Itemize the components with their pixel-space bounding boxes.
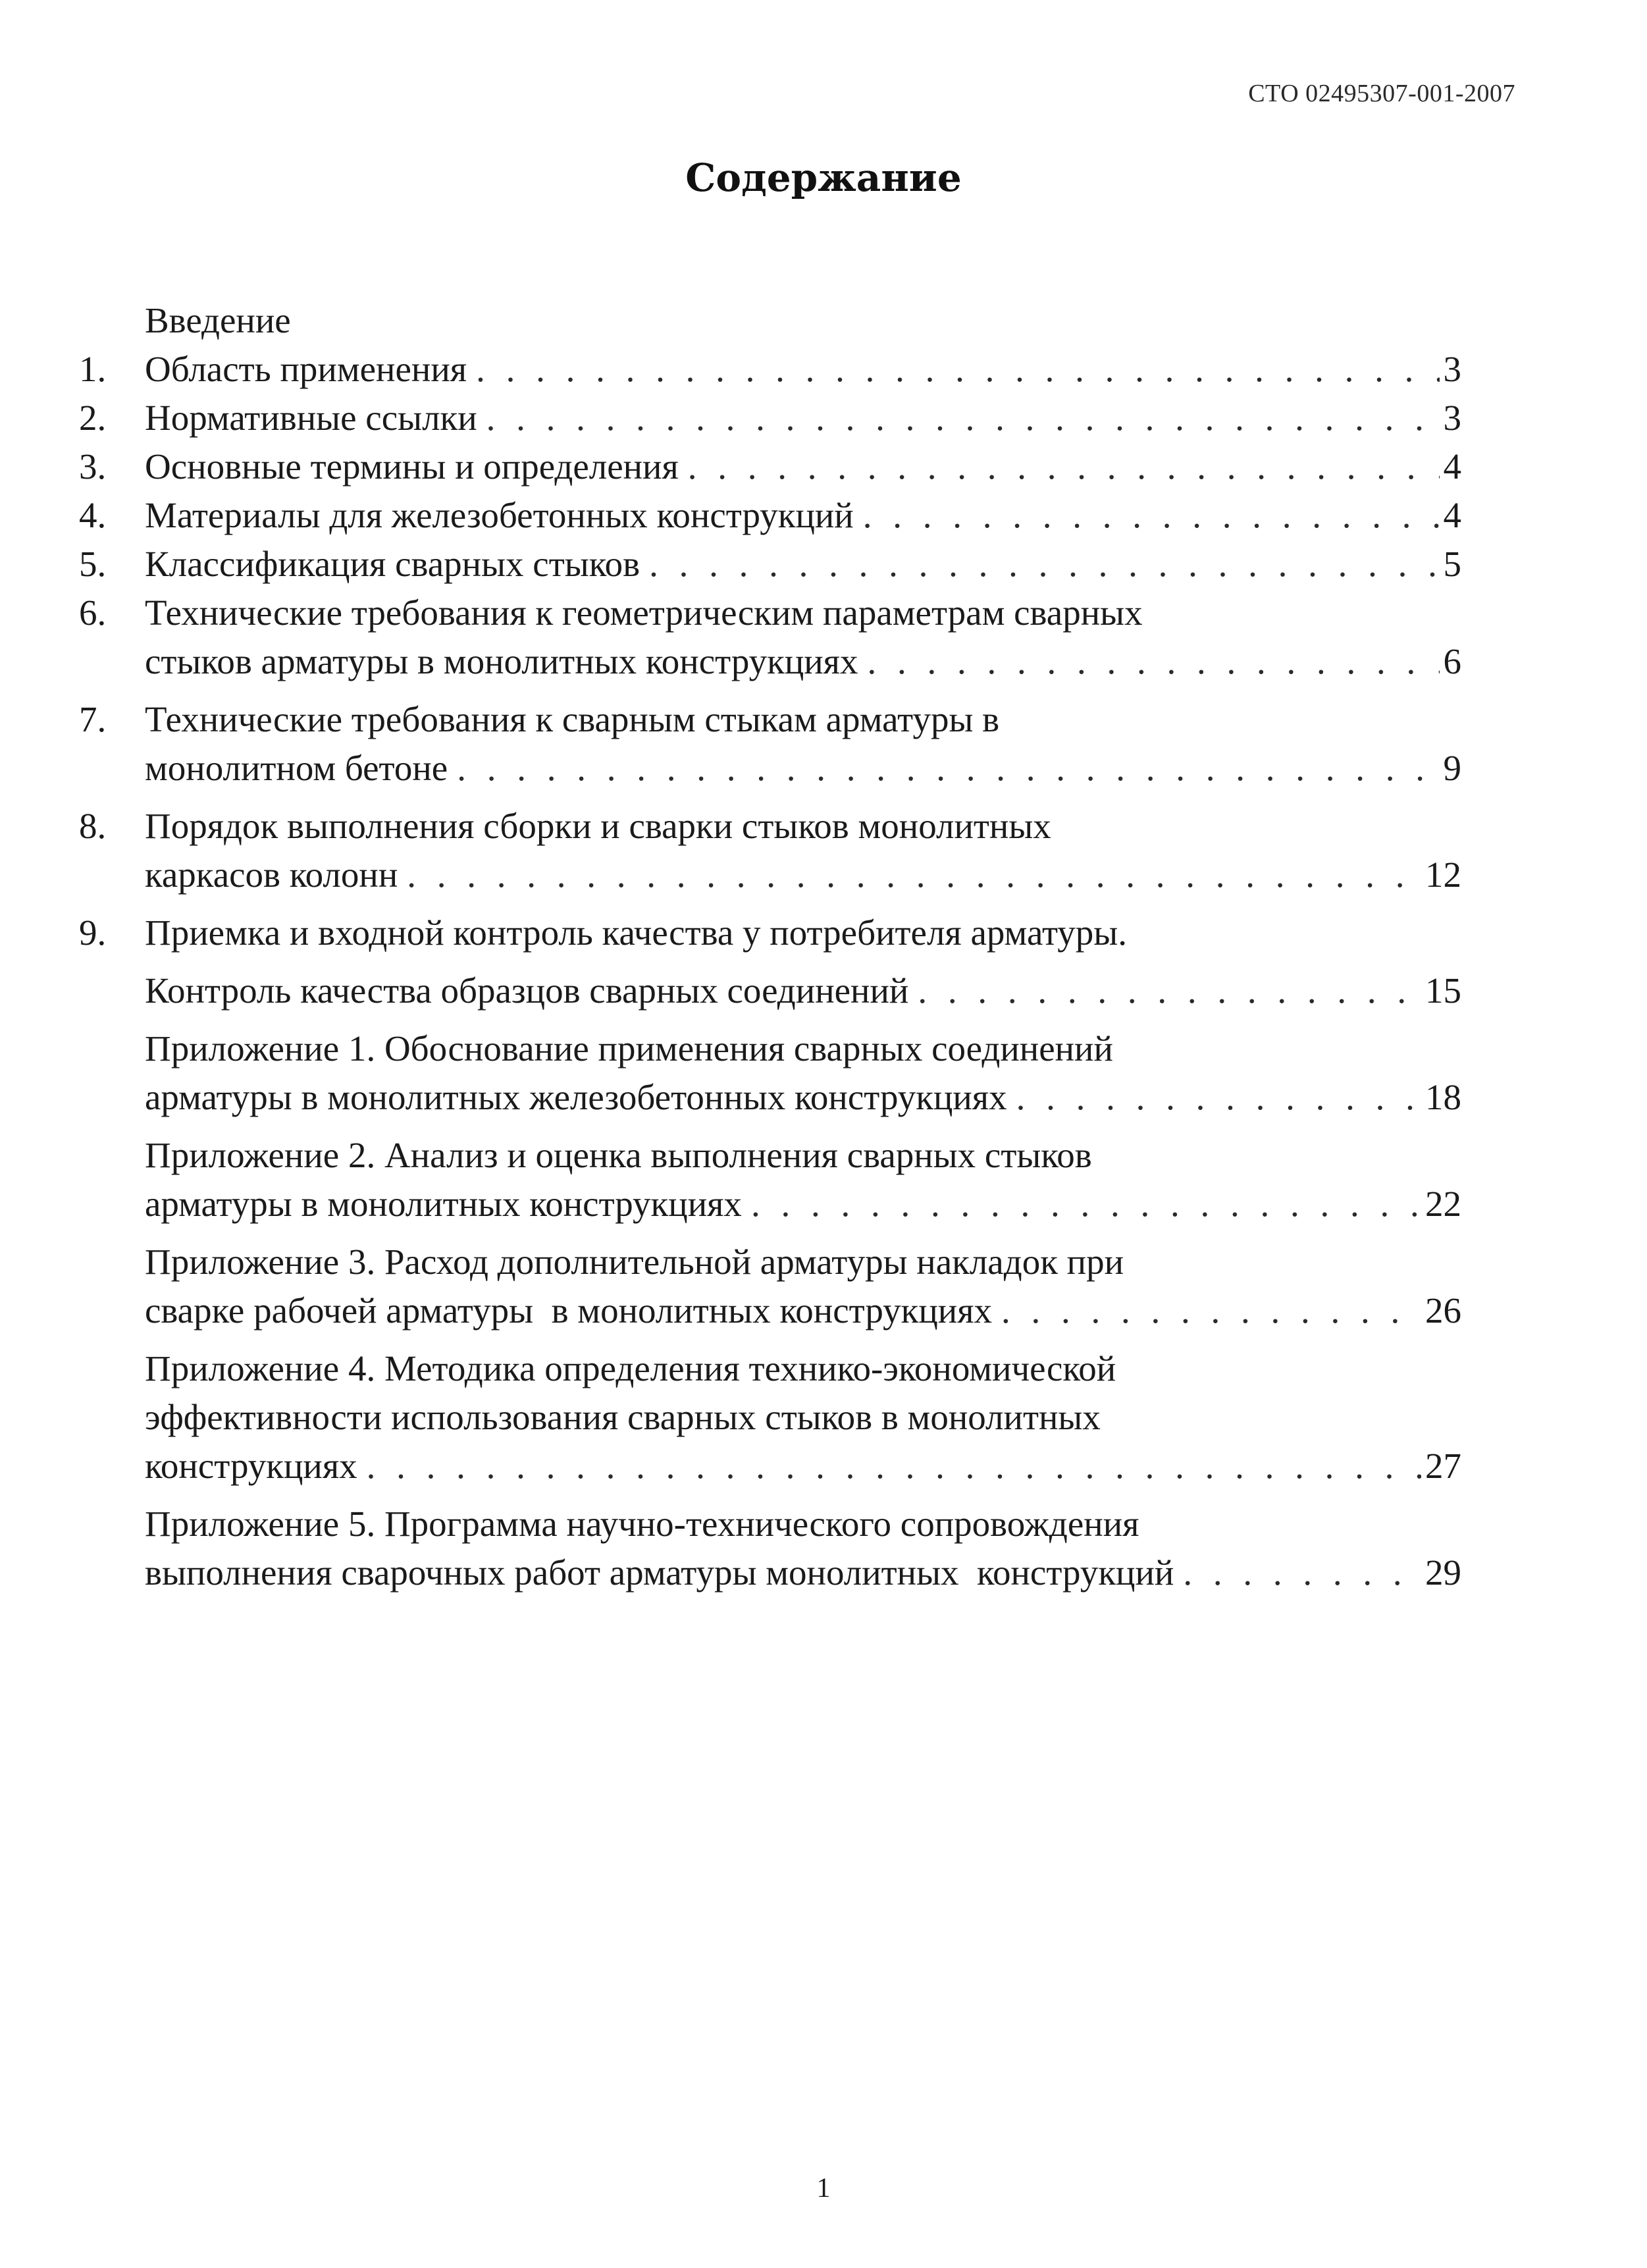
toc-entry-body [145,394,1461,442]
toc-entry[interactable] [79,1238,1461,1335]
toc-entry[interactable] [79,1131,1461,1228]
toc-entry-number: 4. [79,495,107,535]
toc-intro: Введение [145,300,291,340]
toc-entry-title: выполнения сварочных работ арматуры монолитных конструкций [145,1552,1174,1593]
toc-dot-leader [863,491,1440,540]
toc-entry-body [145,1500,1461,1597]
toc-entry-last-line [145,345,1461,394]
toc-entry-line: Технические требования к сварным стыкам арматуры в [145,699,1000,739]
toc-entry-last-line [145,491,1461,540]
toc-entry-title: конструкциях [145,1446,357,1486]
toc-page-number: 12 [1425,855,1461,895]
toc-entry-body [145,491,1461,540]
toc-entry-title: Контроль качества образцов сварных соединений [145,970,909,1011]
toc-page-number: 4 [1443,446,1461,487]
toc-entries [79,345,1461,1597]
toc-entry-line: Порядок выполнения сборки и сварки стыков монолитных [145,806,1051,846]
toc-entry[interactable] [79,1500,1461,1597]
toc-entry-line: Приложение 3. Расход дополнительной арматуры накладок при [145,1242,1124,1282]
toc-dot-leader [457,744,1439,793]
toc-entry-title: Основные термины и определения [145,446,679,487]
toc-dot-leader [688,442,1440,491]
toc-entry-number: 9. [79,912,107,953]
toc-entry-title: монолитном бетоне [145,748,448,788]
toc-entry-number: 8. [79,806,107,846]
toc-dot-leader [476,345,1439,394]
toc-entry-line: эффективности использования сварных стыков в монолитных [145,1397,1101,1437]
toc-entry-last-line [145,637,1461,686]
toc-entry-number [79,1024,145,1122]
toc-entry-number [79,1131,145,1228]
toc-dot-leader [867,637,1439,686]
toc-entry[interactable] [79,1024,1461,1122]
toc-dot-leader [486,394,1440,442]
toc-entry-body [145,909,1461,1015]
toc-page-number: 3 [1443,398,1461,438]
toc-entry-number [79,1500,145,1597]
toc-dot-leader [1016,1073,1421,1122]
toc-entry-title: Материалы для железобетонных конструкций [145,495,854,535]
toc-entry-title: арматуры в монолитных железобетонных конструкциях [145,1077,1007,1117]
toc-entry-number [79,1344,145,1490]
toc-entry-last-line [145,1442,1461,1490]
table-of-contents [79,296,1461,1597]
toc-page-number: 9 [1443,748,1461,788]
toc-entry-body [145,442,1461,491]
toc-page-number: 15 [1425,970,1461,1011]
toc-entry-body [145,540,1461,589]
toc-entry-body [145,695,1461,793]
toc-entry-body [145,1344,1461,1490]
toc-entry-title: Классификация сварных стыков [145,544,640,584]
toc-entry[interactable] [79,394,1461,442]
toc-entry-last-line [145,540,1461,589]
toc-page-number: 3 [1443,349,1461,389]
toc-entry-number: 2. [79,398,107,438]
toc-entry[interactable] [79,802,1461,899]
toc-entry[interactable] [79,442,1461,491]
toc-page-number: 4 [1443,495,1461,535]
toc-dot-leader [407,851,1421,899]
toc-entry-last-line [145,744,1461,793]
toc-entry[interactable] [79,345,1461,394]
toc-entry[interactable] [79,589,1461,686]
toc-entry-last-line [145,1286,1461,1335]
toc-entry-body [145,1238,1461,1335]
toc-entry-number: 5. [79,544,107,584]
toc-page-number: 22 [1425,1184,1461,1224]
toc-dot-leader [918,966,1421,1015]
toc-entry-body [145,1024,1461,1122]
page-number: 1 [816,2173,831,2203]
toc-entry[interactable] [79,1344,1461,1490]
toc-page-number: 5 [1443,544,1461,584]
toc-entry[interactable] [79,695,1461,793]
toc-page-number: 29 [1425,1552,1461,1593]
toc-entry-line: Приложение 2. Анализ и оценка выполнения сварных стыков [145,1135,1092,1175]
toc-entry-number: 3. [79,446,107,487]
toc-entry-number [79,1238,145,1335]
toc-entry-title: Область применения [145,349,467,389]
toc-entry-title: каркасов колонн [145,855,398,895]
document-code: СТО 02495307-001-2007 [1248,80,1515,107]
toc-entry-line: Приложение 1. Обоснование применения сварных соединений [145,1028,1113,1068]
toc-entry[interactable] [79,909,1461,1015]
toc-entry-last-line [145,1548,1461,1597]
toc-entry-body [145,345,1461,394]
toc-dot-leader [1183,1548,1421,1597]
toc-entry-number: 7. [79,699,107,739]
toc-page-number: 26 [1425,1290,1461,1331]
toc-page-number: 6 [1443,641,1461,681]
toc-entry-title: арматуры в монолитных конструкциях [145,1184,742,1224]
toc-entry-last-line [145,851,1461,899]
toc-entry-line: Технические требования к геометрическим параметрам сварных [145,593,1143,633]
toc-entry-line: Приложение 4. Методика определения технико-экономической [145,1348,1116,1388]
toc-dot-leader [367,1442,1421,1490]
toc-entry-last-line [145,966,1461,1015]
toc-entry[interactable] [79,491,1461,540]
toc-dot-leader [649,540,1439,589]
toc-entry-title: стыков арматуры в монолитных конструкциях [145,641,858,681]
toc-entry-last-line [145,1180,1461,1228]
toc-entry-number: 1. [79,349,107,389]
toc-page-number: 27 [1425,1446,1461,1486]
toc-entry-body [145,1131,1461,1228]
toc-dot-leader [751,1180,1421,1228]
toc-entry-line: Приложение 5. Программа научно-технического сопровождения [145,1504,1139,1544]
toc-entry-body [145,802,1461,899]
toc-entry-last-line [145,394,1461,442]
toc-entry-title: Нормативные ссылки [145,398,477,438]
toc-entry-last-line [145,442,1461,491]
page-title: Содержание [685,155,962,200]
toc-page-number: 18 [1425,1077,1461,1117]
toc-entry-body [145,589,1461,686]
toc-dot-leader [1001,1286,1421,1335]
toc-entry[interactable] [79,540,1461,589]
toc-entry-number: 6. [79,593,107,633]
toc-entry-last-line [145,1073,1461,1122]
toc-entry-title: сварке рабочей арматуры в монолитных конструкциях [145,1290,992,1331]
toc-entry-line: Приемка и входной контроль качества у потребителя арматуры. [145,912,1127,953]
